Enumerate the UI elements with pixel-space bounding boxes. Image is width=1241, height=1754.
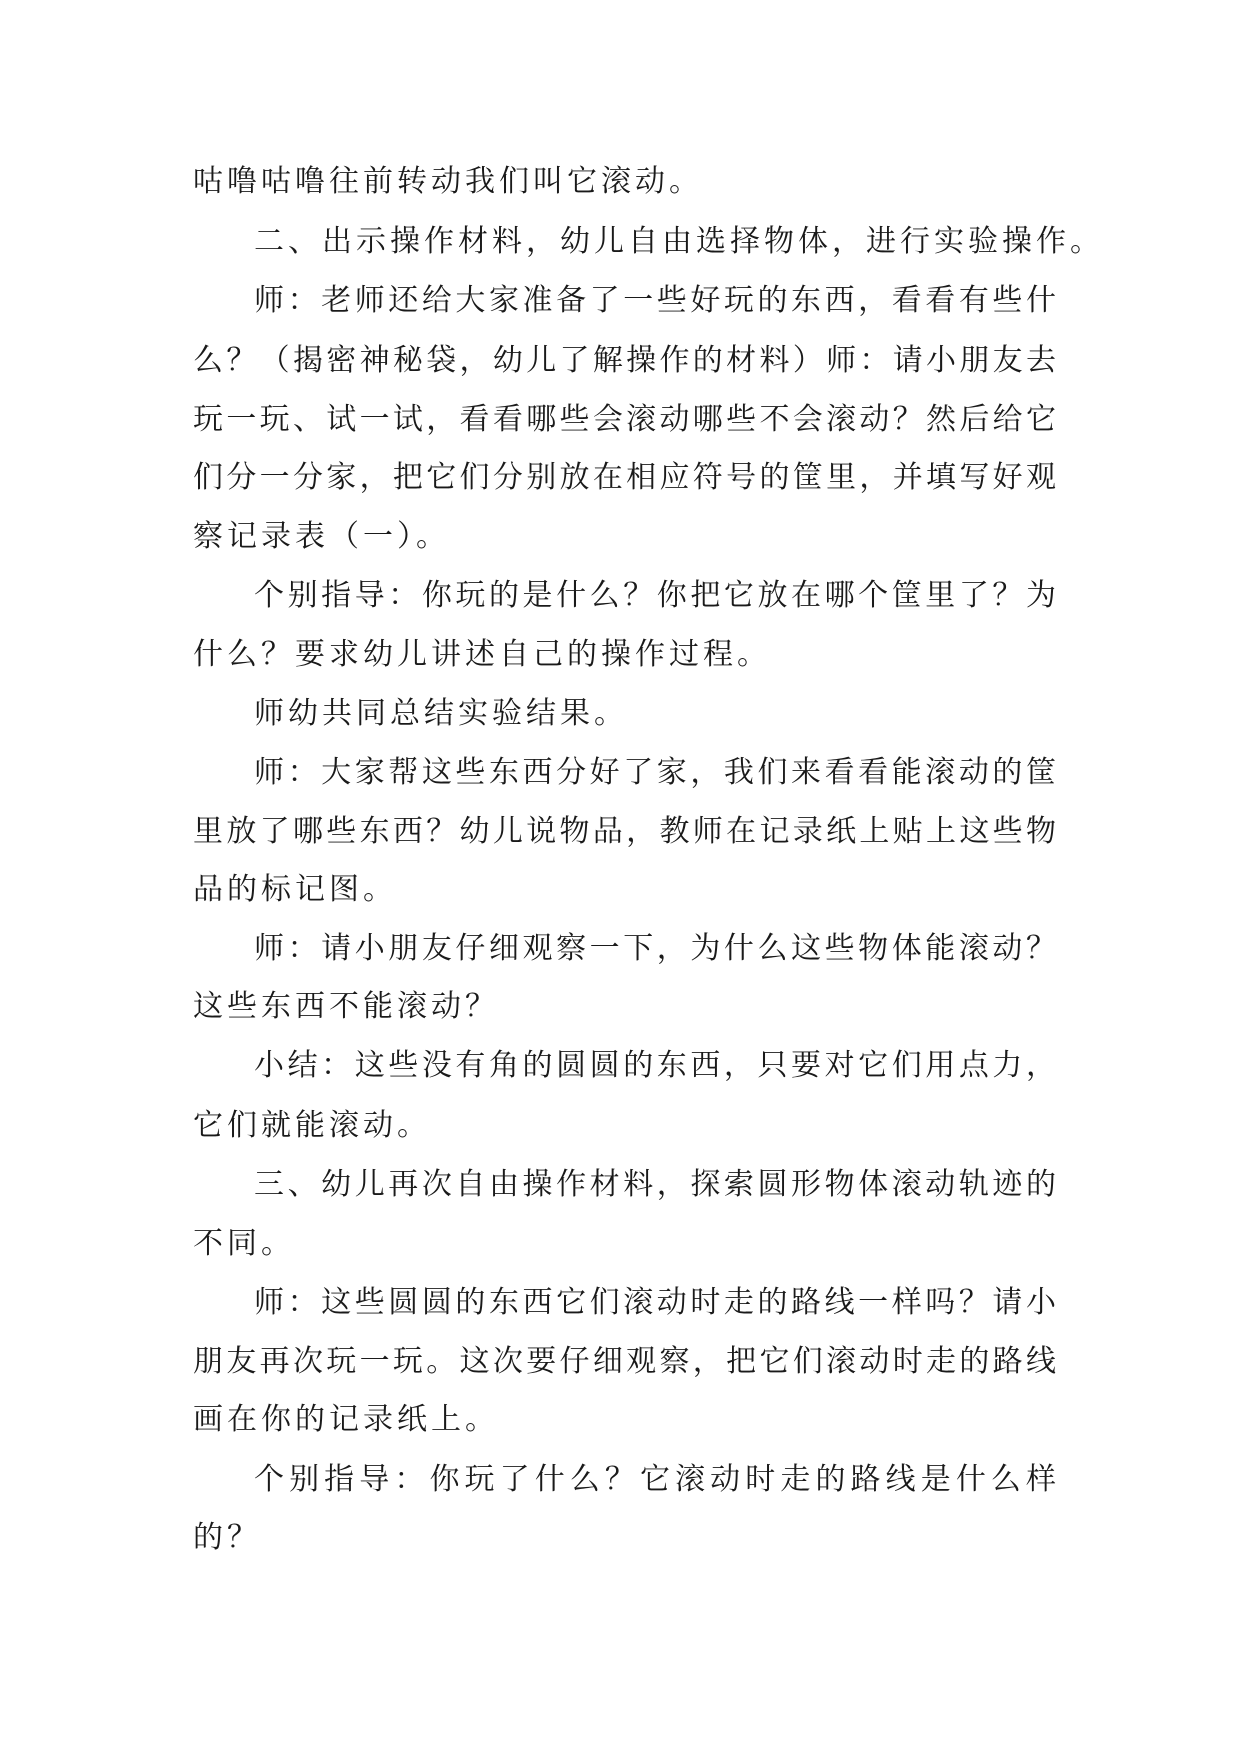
paragraph-line: 师：这些圆圆的东西它们滚动时走的路线一样吗？请小 — [254, 1285, 1056, 1320]
paragraph-line: 什么？要求幼儿讲述自己的操作过程。 — [193, 637, 771, 672]
paragraph-line: 师：大家帮这些东西分好了家，我们来看看能滚动的筐 — [254, 755, 1056, 790]
paragraph-line: 们分一分家，把它们分别放在相应符号的筐里，并填写好观 — [193, 460, 1056, 495]
paragraph-line: 朋友再次玩一玩。这次要仔细观察，把它们滚动时走的路线 — [193, 1344, 1056, 1379]
paragraph-line: 二、出示操作材料，幼儿自由选择物体，进行实验操作。 — [254, 224, 1104, 259]
paragraph-line: 察记录表（一）。 — [193, 519, 450, 554]
paragraph-line: 画在你的记录纸上。 — [193, 1402, 499, 1437]
paragraph-line: 不同。 — [193, 1226, 295, 1261]
paragraph-line: 玩一玩、试一试，看看哪些会滚动哪些不会滚动？然后给它 — [193, 402, 1056, 437]
paragraph-line: 咕噜咕噜往前转动我们叫它滚动。 — [193, 164, 703, 199]
paragraph-line: 个别指导：你玩的是什么？你把它放在哪个筐里了？为 — [254, 578, 1056, 613]
paragraph-line: 师幼共同总结实验结果。 — [254, 696, 628, 731]
paragraph-line: 三、幼儿再次自由操作材料，探索圆形物体滚动轨迹的 — [254, 1167, 1056, 1202]
paragraph-line: 师：请小朋友仔细观察一下，为什么这些物体能滚动？ — [254, 931, 1056, 966]
paragraph-line: 它们就能滚动。 — [193, 1108, 431, 1143]
paragraph-line: 里放了哪些东西？幼儿说物品，教师在记录纸上贴上这些物 — [193, 814, 1056, 849]
paragraph-line: 么？（揭密神秘袋，幼儿了解操作的材料）师：请小朋友去 — [193, 343, 1056, 378]
paragraph-line: 个别指导：你玩了什么？它滚动时走的路线是什么样 — [254, 1462, 1056, 1497]
paragraph-line: 品的标记图。 — [193, 872, 397, 907]
paragraph-line: 这些东西不能滚动？ — [193, 989, 499, 1024]
paragraph-line: 小结：这些没有角的圆圆的东西，只要对它们用点力， — [254, 1048, 1056, 1083]
paragraph-line: 师：老师还给大家准备了一些好玩的东西，看看有些什 — [254, 283, 1056, 318]
paragraph-line: 的？ — [193, 1520, 261, 1555]
